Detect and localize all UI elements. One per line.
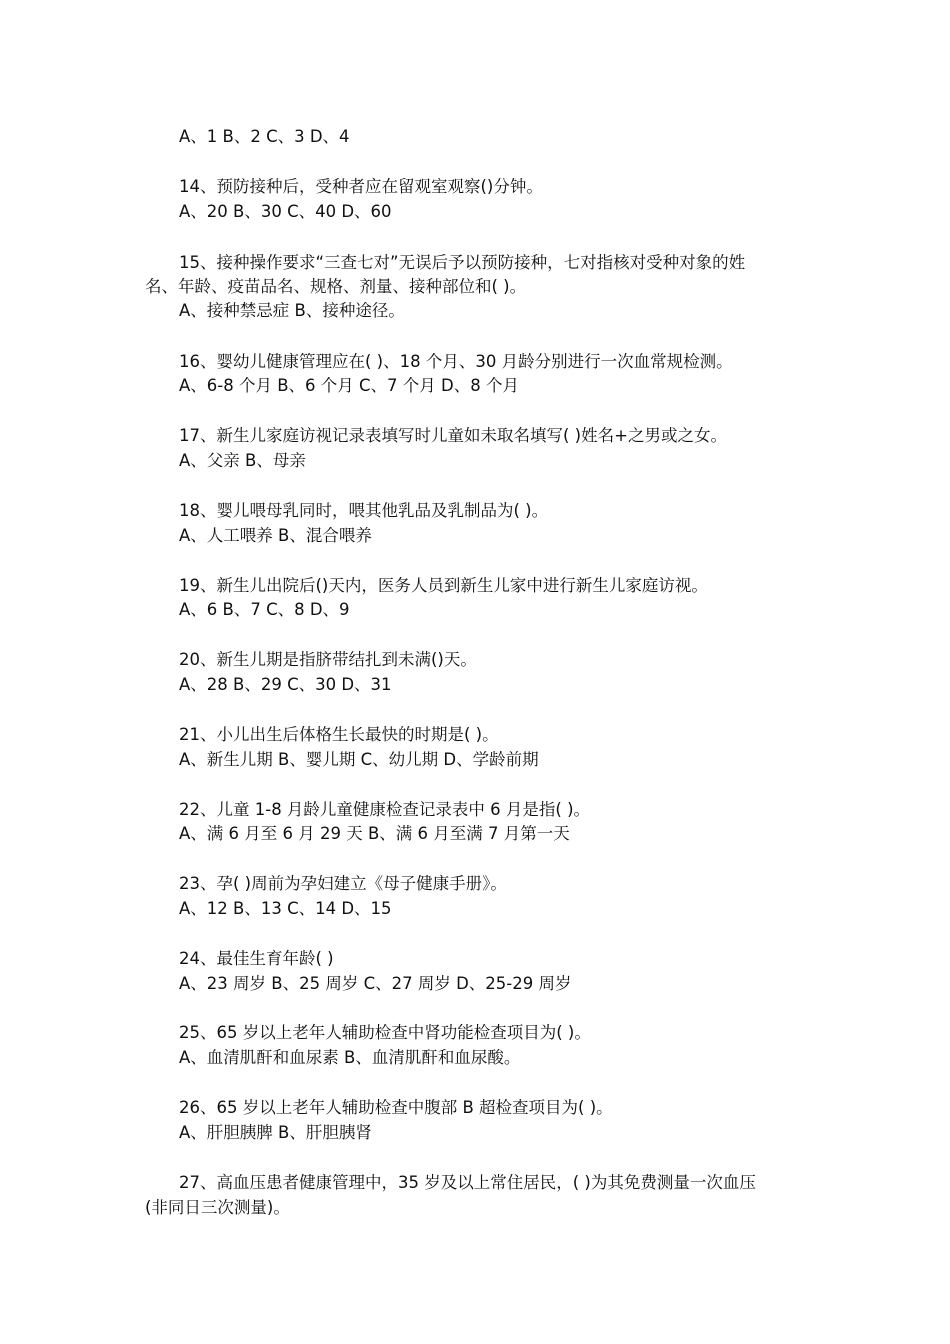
question-27: 27、高血压患者健康管理中，35 岁及以上常住居民，( )为其免费测量一次血压 <box>179 1173 756 1192</box>
question-14: 14、预防接种后，受种者应在留观室观察()分钟。 <box>179 177 543 196</box>
answer-options-23: A、12 B、13 C、14 D、15 <box>179 899 392 918</box>
answer-options-13: A、1 B、2 C、3 D、4 <box>179 127 350 146</box>
question-15: 15、接种操作要求“三查七对”无误后予以预防接种，七对指核对受种对象的姓 <box>179 253 746 272</box>
answer-options-21: A、新生儿期 B、婴儿期 C、幼儿期 D、学龄前期 <box>179 750 539 769</box>
question-23: 23、孕( )周前为孕妇建立《母子健康手册》。 <box>179 874 507 893</box>
question-26: 26、65 岁以上老年人辅助检查中腹部 B 超检查项目为( )。 <box>179 1098 613 1117</box>
question-27-continued: (非同日三次测量)。 <box>145 1198 290 1217</box>
answer-options-19: A、6 B、7 C、8 D、9 <box>179 600 350 619</box>
question-20: 20、新生儿期是指脐带结扎到未满()天。 <box>179 650 477 669</box>
answer-options-20: A、28 B、29 C、30 D、31 <box>179 675 392 694</box>
answer-options-26: A、肝胆胰脾 B、肝胆胰肾 <box>179 1123 372 1142</box>
answer-options-16: A、6-8 个月 B、6 个月 C、7 个月 D、8 个月 <box>179 376 519 395</box>
question-21: 21、小儿出生后体格生长最快的时期是( )。 <box>179 725 499 744</box>
question-19: 19、新生儿出院后()天内，医务人员到新生儿家中进行新生儿家庭访视。 <box>179 576 708 595</box>
answer-options-24: A、23 周岁 B、25 周岁 C、27 周岁 D、25-29 周岁 <box>179 974 572 993</box>
answer-options-18: A、人工喂养 B、混合喂养 <box>179 526 372 545</box>
answer-options-22: A、满 6 月至 6 月 29 天 B、满 6 月至满 7 月第一天 <box>179 824 570 843</box>
answer-options-17: A、父亲 B、母亲 <box>179 451 306 470</box>
answer-options-15: A、接种禁忌症 B、接种途径。 <box>179 301 405 320</box>
answer-options-25: A、血清肌酐和血尿素 B、血清肌酐和血尿酸。 <box>179 1048 521 1067</box>
question-24: 24、最佳生育年龄( ) <box>179 949 334 968</box>
question-15-continued: 名、年龄、疫苗品名、规格、剂量、接种部位和( )。 <box>145 277 527 296</box>
question-18: 18、婴儿喂母乳同时，喂其他乳品及乳制品为( )。 <box>179 501 549 520</box>
question-17: 17、新生儿家庭访视记录表填写时儿童如未取名填写( )姓名+之男或之女。 <box>179 426 727 445</box>
question-25: 25、65 岁以上老年人辅助检查中肾功能检查项目为( )。 <box>179 1023 591 1042</box>
question-16: 16、婴幼儿健康管理应在( )、18 个月、30 月龄分别进行一次血常规检测。 <box>179 352 733 371</box>
question-22: 22、儿童 1-8 月龄儿童健康检查记录表中 6 月是指( )。 <box>179 800 591 819</box>
answer-options-14: A、20 B、30 C、40 D、60 <box>179 202 392 221</box>
